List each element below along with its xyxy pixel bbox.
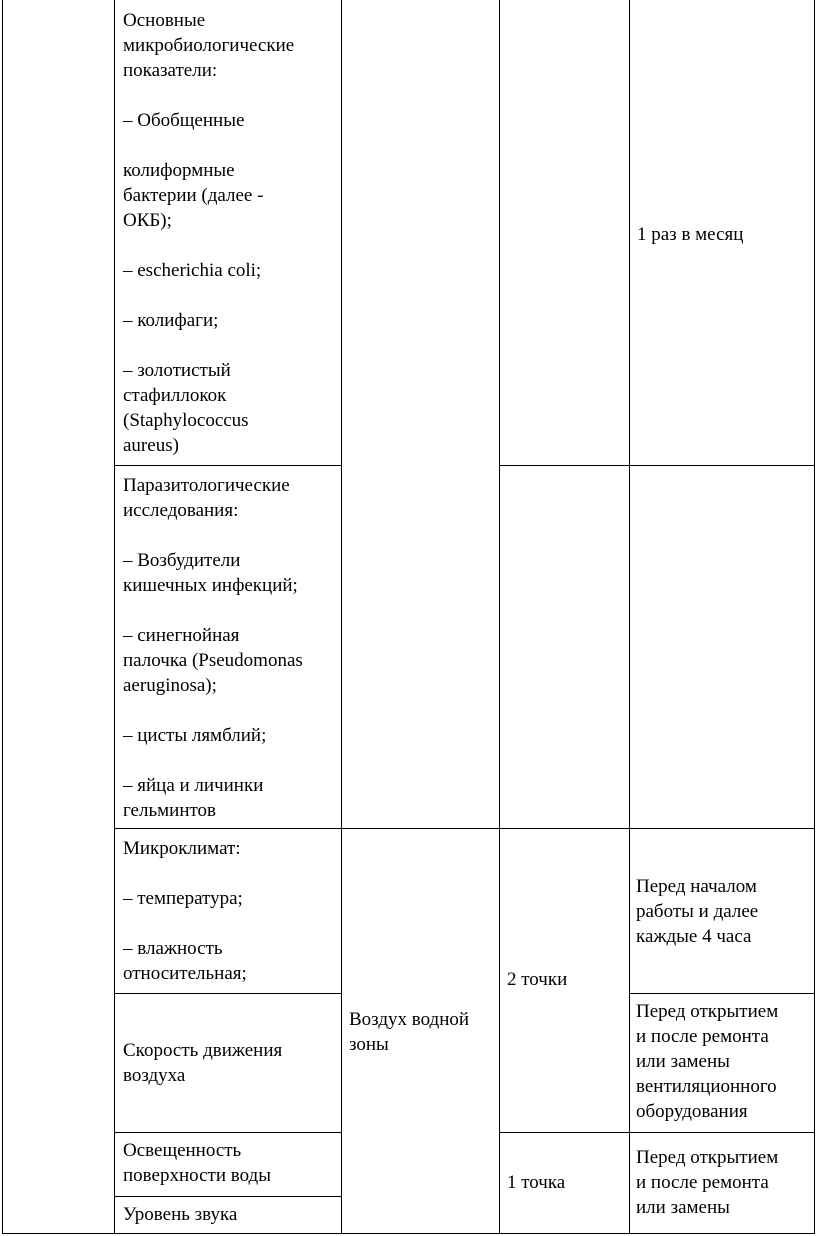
table-border <box>114 1132 342 1133</box>
air-speed-cell: Скорость движения воздуха <box>123 1040 283 1086</box>
table-border <box>114 828 815 829</box>
microclimate-frequency-cell: Перед началом работы и далее каждые 4 часа <box>636 876 759 947</box>
table-border <box>114 993 342 994</box>
air-speed-frequency-cell: Перед открытием и после ремонта или замены вентиляционного оборудования <box>636 1001 779 1122</box>
table-border <box>814 0 815 1233</box>
table-border <box>629 0 630 1233</box>
table-border <box>629 993 815 994</box>
air-points-cell: 2 точки <box>507 969 568 990</box>
table-border <box>499 0 500 1233</box>
table-border <box>114 465 342 466</box>
light-sound-frequency-cell: Перед открытием и после ремонта или замены <box>636 1147 779 1218</box>
table-border <box>114 0 115 1233</box>
table-border <box>114 1196 342 1197</box>
illumination-cell: Освещенность поверхности воды <box>123 1140 271 1186</box>
air-zone-object-cell: Воздух водной зоны <box>349 1009 470 1055</box>
microclimate-cell: Микроклимат: – температура; – влажность относительная; <box>123 838 247 984</box>
micro-indicators-cell: Основные микробиологические показатели: – Обобщенные колиформные бактерии (далее - ОКБ); – escherichia coli; – колифаги; – золотистый стафиллокок (Staphylococcus aureus) <box>123 10 295 456</box>
table-border <box>2 1233 815 1234</box>
micro-frequency-cell: 1 раз в месяц <box>637 224 744 245</box>
one-point-cell: 1 точка <box>507 1172 566 1193</box>
parasite-indicators-cell: Паразитологические исследования: – Возбудители кишечных инфекций; – синегнойная палочка (Pseudomonas aeruginosa); – цисты лямблий; – яйца и личинки гельминтов <box>123 475 303 821</box>
table-border <box>499 1132 815 1133</box>
table-border <box>2 0 3 1233</box>
table-border <box>341 0 342 1233</box>
table-border <box>499 465 815 466</box>
sound-level-cell: Уровень звука <box>123 1204 238 1225</box>
